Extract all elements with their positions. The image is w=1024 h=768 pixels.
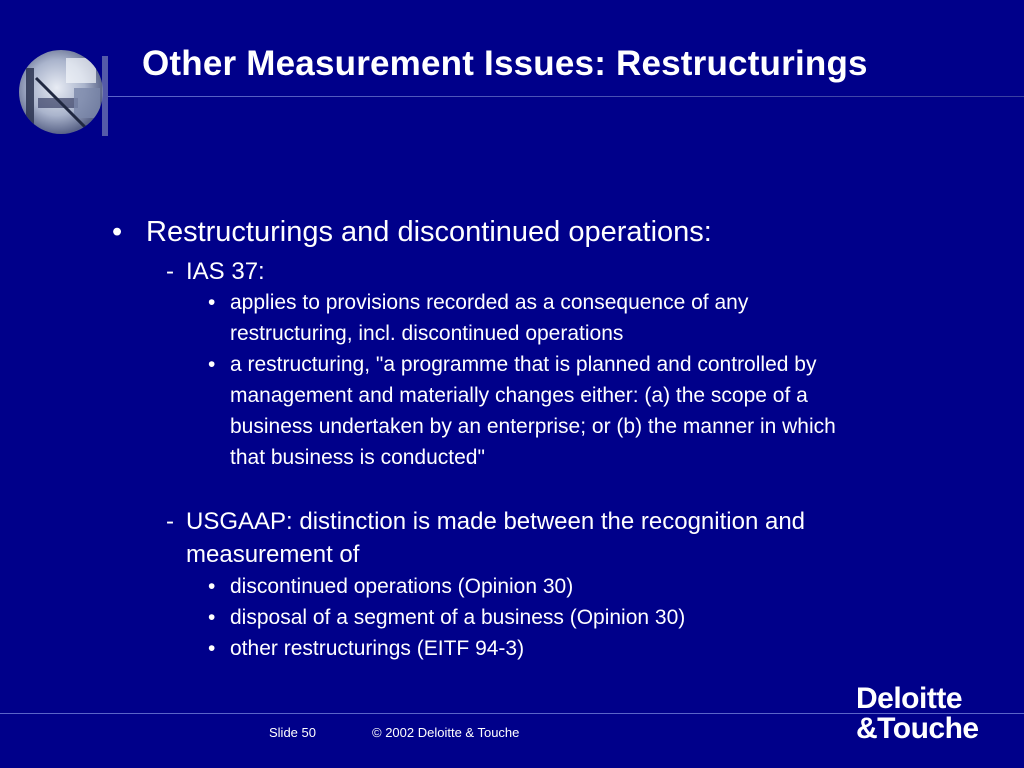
bullet-marker: • (208, 353, 216, 376)
dash-marker: - (166, 258, 174, 285)
dash-marker: - (166, 508, 174, 535)
deloitte-touche-logo (856, 684, 979, 744)
point-disposal (208, 606, 685, 630)
point-continuation: that business is conducted" (230, 446, 485, 469)
copyright-text: © 2002 Deloitte & Touche (372, 725, 520, 740)
point-continuation: restructuring, incl. discontinued operations (230, 322, 624, 345)
point-text: other restructurings (EITF 94-3) (230, 637, 525, 660)
point-provisions (208, 291, 748, 315)
bullet-main-text: Restructurings and discontinued operations: (146, 216, 712, 248)
title-divider (108, 96, 1024, 97)
point-text: applies to provisions recorded as a consequence of any (230, 291, 749, 314)
point-other (208, 637, 524, 661)
point-restructuring-definition (208, 353, 816, 377)
bullet-main (112, 216, 712, 249)
point-discontinued (208, 575, 573, 599)
corner-photo-image (16, 48, 108, 138)
point-text: disposal of a segment of a business (Opinion 30) (230, 606, 686, 629)
bullet-marker: • (208, 606, 216, 629)
bullet-marker: • (208, 575, 216, 598)
bullet-marker: • (208, 291, 216, 314)
point-text: a restructuring, "a programme that is planned and controlled by (230, 353, 817, 376)
sub-item-ias37 (166, 258, 265, 286)
point-continuation: business undertaken by an enterprise; or (b) the manner in which (230, 415, 836, 438)
sub-item-continuation: measurement of (186, 541, 360, 568)
sub-item-text: IAS 37: (186, 258, 265, 285)
bullet-marker: • (208, 637, 216, 660)
bullet-marker: • (112, 216, 123, 248)
slide-title: Other Measurement Issues: Restructurings (142, 44, 868, 83)
sub-item-text: USGAAP: distinction is made between the recognition and (186, 508, 806, 535)
slide-number: Slide 50 (269, 725, 316, 740)
brand-line-1: Deloitte (856, 682, 963, 715)
point-continuation: management and materially changes either: (a) the scope of a (230, 384, 808, 407)
brand-line-2: &Touche (856, 712, 979, 745)
sub-item-usgaap (166, 508, 805, 536)
point-text: discontinued operations (Opinion 30) (230, 575, 574, 598)
